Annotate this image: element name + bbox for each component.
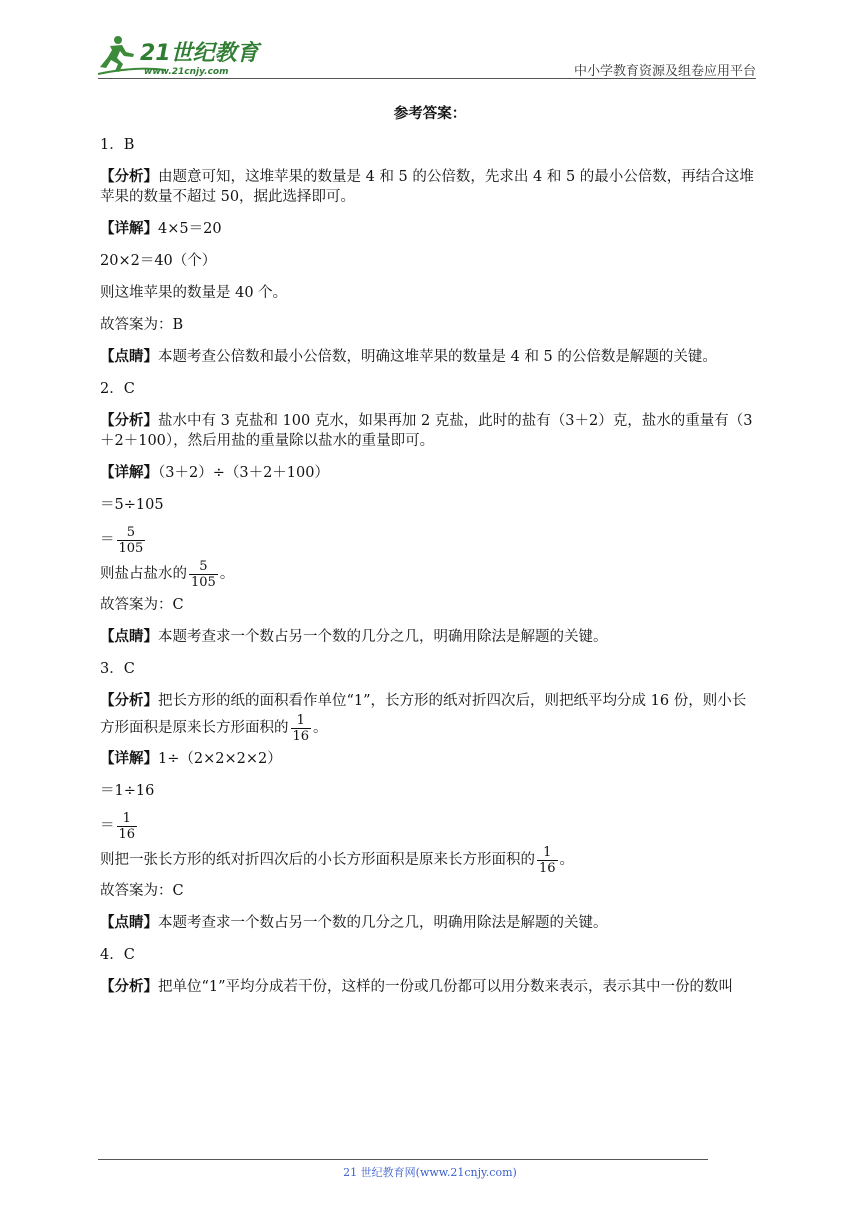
fraction	[117, 525, 146, 556]
detail-conclusion: 则这堆苹果的数量是 40 个。	[100, 285, 288, 301]
analysis-tag: 【分析】	[100, 412, 158, 429]
detail-tag: 【详解】	[100, 750, 158, 767]
comment-text: 本题考查求一个数占另一个数的几分之几，明确用除法是解题的关键。	[158, 915, 608, 931]
page-header	[0, 0, 860, 80]
conclusion-text: 则把一张长方形的纸对折四次后的小长方形面积是原来长方形面积的	[100, 852, 535, 868]
platform-name: 中小学教育资源及组卷应用平台	[573, 64, 756, 79]
detail-3	[100, 749, 760, 769]
detail-conclusion	[100, 557, 760, 591]
detail-2	[100, 463, 760, 483]
detail-1	[100, 219, 760, 239]
fraction-denominator: 105	[191, 574, 216, 590]
fraction-numerator: 1	[296, 712, 305, 728]
detail-fraction-line	[100, 523, 760, 557]
final-answer-1: 故答案为：B	[100, 317, 184, 333]
fraction-numerator: 1	[543, 844, 552, 860]
analysis-end: 。	[313, 720, 328, 736]
equals-sign: ＝	[100, 532, 115, 548]
comment-text: 本题考查求一个数占另一个数的几分之几，明确用除法是解题的关键。	[158, 629, 608, 645]
analysis-text: 把长方形的纸的面积看作单位“1”，长方形的纸对折四次后，则把纸平均分成 16 份，则小长	[158, 693, 747, 709]
detail-tag: 【详解】	[100, 220, 158, 237]
detail-line: 20×2＝40（个）	[100, 253, 217, 269]
footer-link[interactable]: 21 世纪教育网(www.21cnjy.com)	[343, 1166, 517, 1179]
fraction-denominator: 16	[118, 826, 136, 842]
fraction	[117, 811, 138, 842]
comment-text: 本题考查公倍数和最小公倍数，明确这堆苹果的数量是 4 和 5 的公倍数是解题的关键。	[158, 349, 717, 365]
analysis-text: 盐水中有 3 克盐和 100 克水，如果再加 2 克盐，此时的盐有（3＋2）克，盐水的重量有（3＋2＋100），然后用盐的重量除以盐水的重量即可。	[100, 413, 753, 449]
conclusion-text: 则盐占盐水的	[100, 566, 187, 582]
logo-url: www.21cnjy.com	[144, 67, 229, 77]
conclusion-end: 。	[559, 852, 575, 868]
fraction-denominator: 16	[292, 728, 310, 744]
header-divider	[98, 78, 756, 79]
analysis-text: 把单位“1”平均分成若干份，这样的一份或几份都可以用分数来表示，表示其中一份的数叫	[158, 979, 734, 995]
fraction-numerator: 5	[199, 558, 208, 574]
fraction	[189, 559, 218, 590]
answer-1: 1．B	[100, 137, 135, 153]
analysis-3-cont	[100, 711, 760, 745]
answer-3: 3．C	[100, 661, 135, 677]
detail-line: 4×5＝20	[158, 221, 222, 237]
answer-4: 4．C	[100, 947, 135, 963]
footer-divider	[98, 1159, 708, 1160]
analysis-2	[100, 411, 760, 451]
fraction-denominator: 105	[118, 540, 144, 556]
fraction	[291, 713, 312, 744]
fraction-denominator: 16	[539, 860, 556, 876]
analysis-tag: 【分析】	[100, 168, 158, 185]
analysis-text: 由题意可知，这堆苹果的数量是 4 和 5 的公倍数，先求出 4 和 5 的最小公倍数，再结合这堆苹果的数量不超过 50，据此选择即可。	[100, 169, 754, 205]
detail-conclusion	[100, 843, 760, 877]
analysis-1	[100, 167, 760, 207]
comment-tag: 【点睛】	[100, 628, 158, 645]
analysis-3	[100, 691, 760, 711]
comment-2	[100, 627, 760, 647]
analysis-tag: 【分析】	[100, 978, 158, 995]
page-title: 参考答案：	[393, 105, 467, 122]
fraction-numerator: 5	[126, 524, 136, 540]
detail-fraction-line	[100, 809, 760, 843]
answer-2: 2．C	[100, 381, 135, 397]
conclusion-end: 。	[219, 566, 235, 582]
comment-3	[100, 913, 760, 933]
comment-tag: 【点睛】	[100, 348, 158, 365]
final-answer-2: 故答案为：C	[100, 597, 184, 613]
analysis-4	[100, 977, 760, 997]
comment-tag: 【点睛】	[100, 914, 158, 931]
detail-line: ＝1÷16	[100, 783, 155, 799]
detail-tag: 【详解】	[100, 464, 158, 481]
fraction	[537, 845, 558, 876]
answer-document	[100, 92, 760, 1009]
detail-line: ＝5÷105	[100, 497, 164, 513]
comment-1	[100, 347, 760, 367]
equals-sign: ＝	[100, 818, 115, 834]
detail-line: （3＋2）÷（3＋2＋100）	[158, 465, 329, 481]
detail-line: 1÷（2×2×2×2）	[158, 751, 282, 767]
logo-text: 21世纪教育	[140, 41, 259, 66]
analysis-tag: 【分析】	[100, 692, 158, 709]
site-logo	[96, 30, 266, 80]
final-answer-3: 故答案为：C	[100, 883, 184, 899]
fraction-numerator: 1	[122, 810, 131, 826]
analysis-text: 方形面积是原来长方形面积的	[100, 720, 289, 736]
